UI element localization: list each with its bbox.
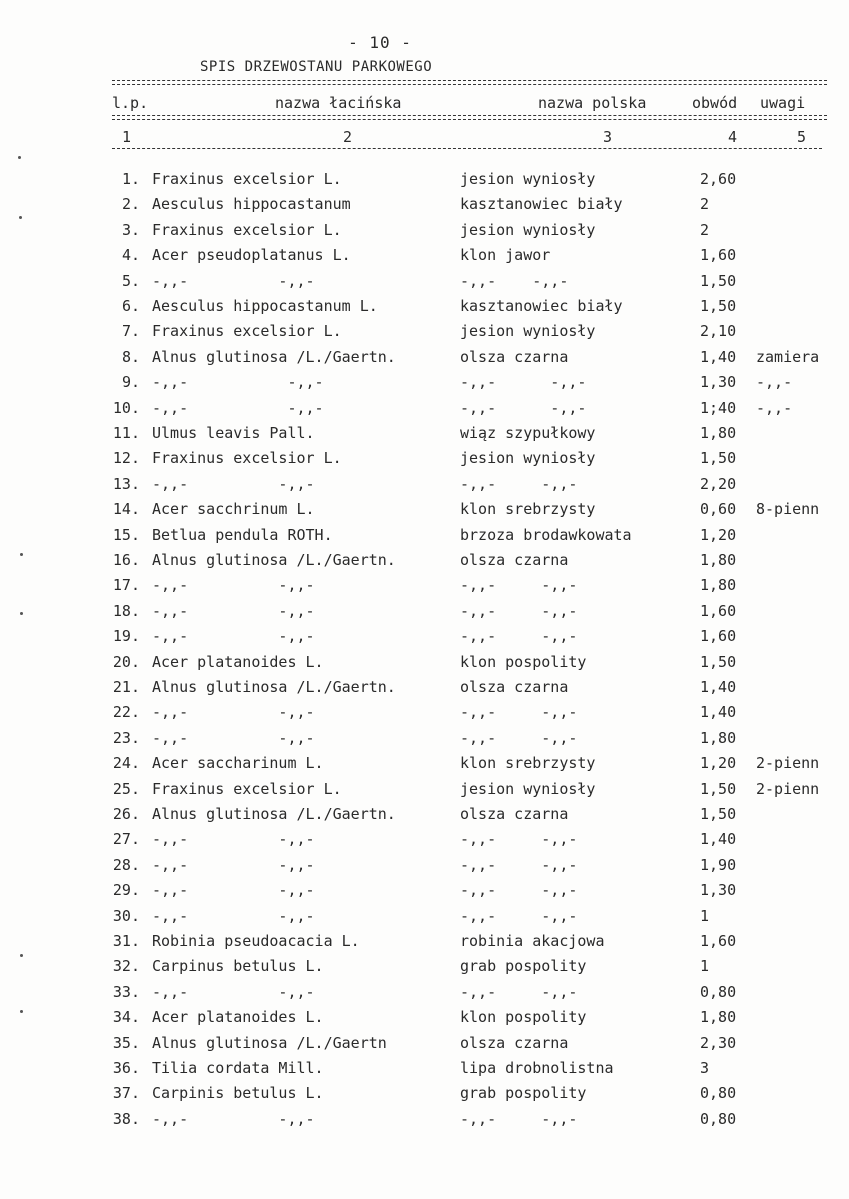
girth-value: 1,60 [700,627,737,646]
table-row [0,475,849,499]
polish-name: -,,- -,,- [460,982,578,1001]
header-latin-name: nazwa łacińska [275,94,402,112]
polish-name: jesion wyniosły [460,322,596,341]
column-number: 2 [343,128,353,146]
table-row [0,195,849,219]
latin-name: -,,- -,,- [152,982,315,1001]
girth-value: 0,60 [700,500,737,519]
girth-value: 1 [700,906,710,925]
polish-name: -,,- -,,- [460,881,578,900]
table-row [0,526,849,550]
table-row [0,627,849,651]
latin-name: -,,- -,,- [152,881,315,900]
polish-name: klon srebrzysty [460,500,596,519]
girth-value: 0,80 [700,1084,737,1103]
polish-name: klon pospolity [460,652,587,671]
polish-name: -,,- -,,- [460,601,578,620]
girth-value: 2 [700,220,710,239]
girth-value: 1,80 [700,1008,737,1027]
table-row [0,729,849,753]
table-row [0,246,849,270]
row-number: 35. [112,1033,140,1052]
polish-name: lipa drobnolistna [460,1059,614,1077]
table-row [0,602,849,626]
polish-name: wiąz szypułkowy [460,424,596,442]
row-number: 4. [121,246,140,265]
polish-name: -,,- -,,- [460,576,578,595]
column-number: 3 [603,128,613,146]
scan-speck [18,156,21,159]
latin-name: -,,- -,,- [152,271,315,290]
table-row [0,221,849,245]
girth-value: 2,10 [700,322,737,341]
girth-value: 2,30 [700,1033,737,1052]
table-row [0,830,849,854]
latin-name: Acer pseudoplatanus L. [152,246,351,265]
girth-value: 1,30 [700,881,737,900]
row-number: 8. [121,347,140,366]
latin-name: -,,- -,,- [152,830,315,849]
polish-name: olsza czarna [460,805,569,823]
row-number: 29. [112,881,140,900]
divider [112,148,822,149]
girth-value: 1,60 [700,601,737,620]
scan-speck [19,216,22,219]
row-number: 9. [121,373,140,392]
latin-name: Fraxinus excelsior L. [152,779,342,798]
table-row [0,703,849,727]
table-row [0,1034,849,1058]
table-row [0,856,849,880]
latin-name: Alnus glutinosa /L./Gaertn. [152,347,396,366]
girth-value: 0,80 [700,982,737,1001]
row-number: 19. [112,627,140,646]
girth-value: 3 [700,1059,710,1077]
table-row [0,449,849,473]
polish-name: -,,- -,,- [460,830,578,849]
latin-name: -,,- -,,- [152,728,315,747]
girth-value: 1,50 [700,271,737,290]
divider [112,80,827,81]
row-number: 5. [121,271,140,290]
latin-name: Alnus glutinosa /L./Gaertn. [152,551,396,569]
table-row [0,373,849,397]
girth-value: 1,50 [700,652,737,671]
table-row [0,805,849,829]
girth-value: 1,40 [700,347,737,366]
polish-name: jesion wyniosły [460,449,596,468]
row-number: 36. [112,1059,140,1077]
row-number: 3. [121,220,140,239]
divider [112,84,827,85]
polish-name: olsza czarna [460,1033,569,1052]
latin-name: Acer platanoides L. [152,652,324,671]
girth-value: 1,60 [700,932,737,950]
row-number: 2. [121,195,140,214]
table-row [0,653,849,677]
girth-value: 1,50 [700,805,737,823]
girth-value: 1,80 [700,424,737,442]
polish-name: -,,- -,,- [460,728,578,747]
girth-value: 2,20 [700,474,737,493]
row-number: 11. [112,424,140,442]
polish-name: olsza czarna [460,678,569,696]
table-row [0,907,849,931]
latin-name: Aesculus hippocastanum [152,195,351,214]
table-row [0,297,849,321]
polish-name: klon pospolity [460,1008,587,1027]
table-row [0,1084,849,1108]
row-number: 20. [112,652,140,671]
scan-speck [20,553,23,556]
polish-name: klon srebrzysty [460,754,596,773]
girth-value: 2 [700,195,710,214]
latin-name: Aesculus hippocastanum L. [152,297,378,315]
girth-value: 1,50 [700,297,737,315]
notes-value: -,,- [756,398,793,417]
row-number: 1. [121,170,140,188]
column-number: 4 [728,128,738,146]
latin-name: -,,- -,,- [152,627,315,646]
polish-name: -,,- -,,- [460,373,587,392]
table-row [0,576,849,600]
polish-name: grab pospolity [460,1084,587,1103]
polish-name: -,,- -,,- [460,627,578,646]
table-row [0,678,849,702]
latin-name: Acer sacchrinum L. [152,500,315,519]
notes-value: -,,- [756,373,793,392]
table-row [0,983,849,1007]
polish-name: -,,- -,,- [460,855,578,874]
girth-value: 1,20 [700,754,737,773]
latin-name: Ulmus leavis Pall. [152,424,315,442]
polish-name: jesion wyniosły [460,220,596,239]
latin-name: Fraxinus excelsior L. [152,322,342,341]
polish-name: jesion wyniosły [460,779,596,798]
row-number: 23. [112,728,140,747]
notes-value: zamiera [756,347,820,366]
notes-value: 2-pienn [756,779,820,798]
girth-value: 1,20 [700,525,737,544]
latin-name: Fraxinus excelsior L. [152,170,342,188]
row-number: 37. [112,1084,140,1103]
table-row [0,754,849,778]
row-number: 33. [112,982,140,1001]
latin-name: Fraxinus excelsior L. [152,449,342,468]
latin-name: Carpinus betulus L. [152,957,324,976]
latin-name: -,,- -,,- [152,1109,315,1128]
girth-value: 1,40 [700,830,737,849]
row-number: 14. [112,500,140,519]
girth-value: 1,80 [700,576,737,595]
table-row [0,1059,849,1083]
row-number: 18. [112,601,140,620]
polish-name: olsza czarna [460,347,569,366]
girth-value: 1,30 [700,373,737,392]
polish-name: -,,- -,,- [460,398,587,417]
row-number: 21. [112,678,140,696]
latin-name: -,,- -,,- [152,601,315,620]
row-number: 27. [112,830,140,849]
divider [112,115,827,116]
row-number: 26. [112,805,140,823]
header-notes: uwagi [760,94,806,112]
latin-name: -,,- -,,- [152,398,324,417]
header-polish-name: nazwa polska [538,94,647,112]
girth-value: 1,50 [700,779,737,798]
girth-value: 1 [700,957,710,976]
latin-name: -,,- -,,- [152,474,315,493]
row-number: 16. [112,551,140,569]
column-number: 5 [797,128,807,146]
table-row [0,1110,849,1134]
latin-name: Carpinis betulus L. [152,1084,324,1103]
latin-name: Alnus glutinosa /L./Gaertn. [152,678,396,696]
row-number: 22. [112,703,140,722]
table-row [0,322,849,346]
row-number: 24. [112,754,140,773]
polish-name: -,,- -,,- [460,703,578,722]
polish-name: -,,- -,,- [460,1109,578,1128]
polish-name: -,,- -,,- [460,474,578,493]
row-number: 7. [121,322,140,341]
row-number: 32. [112,957,140,976]
notes-value: 2-pienn [756,754,820,773]
girth-value: 1,40 [700,703,737,722]
table-row [0,1008,849,1032]
row-number: 34. [112,1008,140,1027]
latin-name: Alnus glutinosa /L./Gaertn. [152,805,396,823]
girth-value: 1,40 [700,678,737,696]
table-row [0,932,849,956]
row-number: 17. [112,576,140,595]
latin-name: -,,- -,,- [152,576,315,595]
polish-name: kasztanowiec biały [460,297,623,315]
latin-name: -,,- -,,- [152,703,315,722]
latin-name: Alnus glutinosa /L./Gaertn [152,1033,387,1052]
row-number: 30. [112,906,140,925]
polish-name: grab pospolity [460,957,587,976]
latin-name: Tilia cordata Mill. [152,1059,324,1077]
row-number: 10. [112,398,140,417]
scan-speck [20,954,23,957]
polish-name: klon jawor [460,246,551,265]
girth-value: 1,80 [700,551,737,569]
girth-value: 1,90 [700,855,737,874]
latin-name: Betlua pendula ROTH. [152,525,333,544]
table-row [0,957,849,981]
divider [112,119,827,120]
latin-name: -,,- -,,- [152,373,324,392]
latin-name: -,,- -,,- [152,855,315,874]
polish-name: olsza czarna [460,551,569,569]
column-number: 1 [122,128,132,146]
polish-name: -,,- -,,- [460,906,578,925]
table-row [0,348,849,372]
table-row [0,272,849,296]
header-lp: l.p. [112,94,149,112]
girth-value: 1;40 [700,398,737,417]
girth-value: 1,60 [700,246,737,265]
header-girth: obwód [692,94,738,112]
table-row [0,399,849,423]
row-number: 25. [112,779,140,798]
table-row [0,500,849,524]
row-number: 38. [112,1109,140,1128]
row-number: 6. [121,297,140,315]
latin-name: Acer saccharinum L. [152,754,324,773]
polish-name: brzoza brodawkowata [460,525,632,544]
table-row [0,780,849,804]
row-number: 28. [112,855,140,874]
polish-name: -,,- -,,- [460,271,569,290]
page-title: SPIS DRZEWOSTANU PARKOWEGO [200,59,433,75]
girth-value: 1,50 [700,449,737,468]
scan-speck [20,1010,23,1013]
table-row [0,881,849,905]
page-number: - 10 - [348,33,412,52]
polish-name: jesion wyniosły [460,170,596,188]
row-number: 12. [112,449,140,468]
latin-name: Acer platanoides L. [152,1008,324,1027]
scan-speck [20,612,23,615]
latin-name: Robinia pseudoacacia L. [152,932,360,950]
row-number: 15. [112,525,140,544]
table-row [0,170,849,194]
polish-name: kasztanowiec biały [460,195,623,214]
latin-name: Fraxinus excelsior L. [152,220,342,239]
row-number: 13. [112,474,140,493]
latin-name: -,,- -,,- [152,906,315,925]
table-row [0,551,849,575]
notes-value: 8-pienn [756,500,820,519]
girth-value: 2,60 [700,170,737,188]
girth-value: 0,80 [700,1109,737,1128]
table-row [0,424,849,448]
polish-name: robinia akacjowa [460,932,605,950]
row-number: 31. [112,932,140,950]
girth-value: 1,80 [700,728,737,747]
